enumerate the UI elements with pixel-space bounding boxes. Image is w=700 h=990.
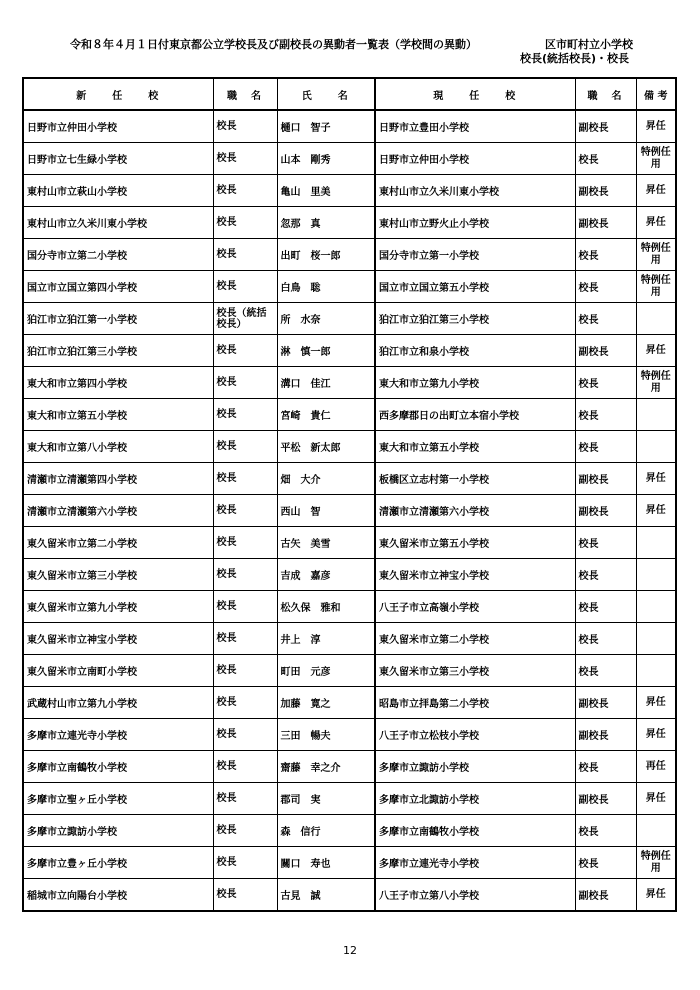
name-cell: 忽那 真 — [277, 207, 375, 239]
name-cell: 所 水奈 — [277, 303, 375, 335]
current-school-cell: 日野市立豊田小学校 — [375, 110, 575, 143]
table-row — [23, 303, 676, 335]
current-position-cell: 校長 — [575, 271, 636, 303]
table-row — [23, 399, 676, 431]
current-position-cell: 校長 — [575, 655, 636, 687]
table-row — [23, 271, 676, 303]
remarks-cell: 特例任用 — [636, 271, 676, 303]
new-position-cell: 校長 — [213, 751, 277, 783]
current-position-cell: 副校長 — [575, 335, 636, 367]
table-header-row — [23, 78, 676, 110]
remarks-cell: 特例任用 — [636, 239, 676, 271]
current-position-cell: 校長 — [575, 623, 636, 655]
new-school-cell: 東久留米市立第九小学校 — [23, 591, 213, 623]
new-school-cell: 多摩市立聖ヶ丘小学校 — [23, 783, 213, 815]
current-school-cell: 東久留米市立第三小学校 — [375, 655, 575, 687]
remarks-cell — [636, 431, 676, 463]
current-position-cell: 校長 — [575, 239, 636, 271]
remarks-cell — [636, 303, 676, 335]
current-position-cell: 副校長 — [575, 495, 636, 527]
document-title: 令和８年４月１日付東京都公立学校長及び副校長の異動者一覧表（学校間の異動） — [70, 38, 477, 51]
current-school-cell: 多摩市立南鶴牧小学校 — [375, 815, 575, 847]
current-position-cell: 校長 — [575, 303, 636, 335]
table-row — [23, 783, 676, 815]
current-school-cell: 清瀬市立清瀬第六小学校 — [375, 495, 575, 527]
remarks-cell: 昇任 — [636, 110, 676, 143]
new-position-cell: 校長 — [213, 719, 277, 751]
remarks-cell: 昇任 — [636, 783, 676, 815]
name-cell: 森 信行 — [277, 815, 375, 847]
new-position-cell: 校長（統括校長） — [213, 303, 277, 335]
new-school-cell: 東久留米市立第二小学校 — [23, 527, 213, 559]
name-cell: 關口 寿也 — [277, 847, 375, 879]
header-current-school: 現 任 校 — [375, 78, 575, 110]
name-cell: 白鳥 聡 — [277, 271, 375, 303]
current-school-cell: 昭島市立拝島第二小学校 — [375, 687, 575, 719]
remarks-cell: 特例任用 — [636, 143, 676, 175]
table-row — [23, 110, 676, 143]
name-cell: 樋口 智子 — [277, 110, 375, 143]
name-cell: 郡司 実 — [277, 783, 375, 815]
name-cell: 西山 智 — [277, 495, 375, 527]
current-position-cell: 副校長 — [575, 783, 636, 815]
remarks-cell: 昇任 — [636, 687, 676, 719]
new-position-cell: 校長 — [213, 847, 277, 879]
table-row — [23, 239, 676, 271]
current-school-cell: 東久留米市立神宝小学校 — [375, 559, 575, 591]
name-cell: 淋 慎一郎 — [277, 335, 375, 367]
page-number: 12 — [343, 944, 357, 957]
header-name: 氏 名 — [277, 78, 375, 110]
current-school-cell: 西多摩郡日の出町立本宿小学校 — [375, 399, 575, 431]
table-row — [23, 719, 676, 751]
new-school-cell: 多摩市立諏訪小学校 — [23, 815, 213, 847]
remarks-cell: 再任 — [636, 751, 676, 783]
table-row — [23, 815, 676, 847]
remarks-cell: 昇任 — [636, 463, 676, 495]
new-school-cell: 東久留米市立神宝小学校 — [23, 623, 213, 655]
current-position-cell: 副校長 — [575, 879, 636, 912]
current-school-cell: 多摩市立連光寺小学校 — [375, 847, 575, 879]
current-position-cell: 副校長 — [575, 463, 636, 495]
name-cell: 平松 新太郎 — [277, 431, 375, 463]
new-school-cell: 狛江市立狛江第三小学校 — [23, 335, 213, 367]
current-school-cell: 国分寺市立第一小学校 — [375, 239, 575, 271]
remarks-cell — [636, 623, 676, 655]
new-school-cell: 清瀬市立清瀬第六小学校 — [23, 495, 213, 527]
name-cell: 井上 淳 — [277, 623, 375, 655]
new-school-cell: 東大和市立第八小学校 — [23, 431, 213, 463]
name-cell: 松久保 雅和 — [277, 591, 375, 623]
new-position-cell: 校長 — [213, 110, 277, 143]
current-school-cell: 板橋区立志村第一小学校 — [375, 463, 575, 495]
current-school-cell: 八王子市立第八小学校 — [375, 879, 575, 912]
new-position-cell: 校長 — [213, 815, 277, 847]
new-school-cell: 狛江市立狛江第一小学校 — [23, 303, 213, 335]
table-row — [23, 463, 676, 495]
name-cell: 山本 剛秀 — [277, 143, 375, 175]
new-position-cell: 校長 — [213, 271, 277, 303]
current-position-cell: 校長 — [575, 367, 636, 399]
current-position-cell: 校長 — [575, 399, 636, 431]
new-school-cell: 東村山市立萩山小学校 — [23, 175, 213, 207]
new-position-cell: 校長 — [213, 879, 277, 912]
current-position-cell: 副校長 — [575, 110, 636, 143]
new-position-cell: 校長 — [213, 431, 277, 463]
current-school-cell: 多摩市立北諏訪小学校 — [375, 783, 575, 815]
remarks-cell — [636, 559, 676, 591]
current-school-cell: 東大和市立第五小学校 — [375, 431, 575, 463]
name-cell: 出町 桜一郎 — [277, 239, 375, 271]
new-position-cell: 校長 — [213, 655, 277, 687]
table-row — [23, 559, 676, 591]
remarks-cell: 特例任用 — [636, 847, 676, 879]
table-body — [23, 110, 676, 911]
current-school-cell: 東村山市立野火止小学校 — [375, 207, 575, 239]
new-position-cell: 校長 — [213, 367, 277, 399]
header-remarks: 備 考 — [636, 78, 676, 110]
remarks-cell — [636, 815, 676, 847]
new-school-cell: 国分寺市立第二小学校 — [23, 239, 213, 271]
current-position-cell: 校長 — [575, 143, 636, 175]
current-position-cell: 校長 — [575, 527, 636, 559]
table-row — [23, 143, 676, 175]
current-school-cell: 東大和市立第九小学校 — [375, 367, 575, 399]
name-cell: 古矢 美雪 — [277, 527, 375, 559]
current-school-cell: 東久留米市立第五小学校 — [375, 527, 575, 559]
name-cell: 町田 元彦 — [277, 655, 375, 687]
name-cell: 吉成 嘉彦 — [277, 559, 375, 591]
current-position-cell: 校長 — [575, 559, 636, 591]
current-position-cell: 副校長 — [575, 175, 636, 207]
new-school-cell: 東久留米市立南町小学校 — [23, 655, 213, 687]
table-row — [23, 687, 676, 719]
remarks-cell — [636, 399, 676, 431]
current-position-cell: 校長 — [575, 847, 636, 879]
current-position-cell: 副校長 — [575, 719, 636, 751]
new-position-cell: 校長 — [213, 623, 277, 655]
new-position-cell: 校長 — [213, 527, 277, 559]
current-position-cell: 校長 — [575, 751, 636, 783]
new-position-cell: 校長 — [213, 463, 277, 495]
current-school-cell: 東村山市立久米川東小学校 — [375, 175, 575, 207]
current-school-cell: 八王子市立高嶺小学校 — [375, 591, 575, 623]
table-row — [23, 175, 676, 207]
new-school-cell: 東村山市立久米川東小学校 — [23, 207, 213, 239]
remarks-cell: 昇任 — [636, 335, 676, 367]
name-cell: 宮崎 貴仁 — [277, 399, 375, 431]
new-school-cell: 稲城市立向陽台小学校 — [23, 879, 213, 912]
new-school-cell: 東大和市立第四小学校 — [23, 367, 213, 399]
table-row — [23, 335, 676, 367]
name-cell: 古見 誠 — [277, 879, 375, 912]
header-new-position: 職 名 — [213, 78, 277, 110]
remarks-cell: 昇任 — [636, 719, 676, 751]
table-row — [23, 879, 676, 912]
remarks-cell: 昇任 — [636, 495, 676, 527]
new-school-cell: 多摩市立南鶴牧小学校 — [23, 751, 213, 783]
table-row — [23, 495, 676, 527]
new-school-cell: 多摩市立豊ヶ丘小学校 — [23, 847, 213, 879]
current-school-cell: 国立市立国立第五小学校 — [375, 271, 575, 303]
current-school-cell: 東久留米市立第二小学校 — [375, 623, 575, 655]
new-position-cell: 校長 — [213, 335, 277, 367]
category-label: 区市町村立小学校 — [545, 38, 633, 51]
transfer-table — [22, 77, 677, 912]
name-cell: 畑 大介 — [277, 463, 375, 495]
current-position-cell: 校長 — [575, 815, 636, 847]
subcategory-label: 校長(統括校長)・校長 — [520, 52, 630, 65]
current-position-cell: 副校長 — [575, 687, 636, 719]
new-position-cell: 校長 — [213, 559, 277, 591]
new-position-cell: 校長 — [213, 591, 277, 623]
table-row — [23, 623, 676, 655]
remarks-cell — [636, 591, 676, 623]
remarks-cell: 昇任 — [636, 175, 676, 207]
new-position-cell: 校長 — [213, 175, 277, 207]
table-row — [23, 591, 676, 623]
current-school-cell: 狛江市立狛江第三小学校 — [375, 303, 575, 335]
table-row — [23, 655, 676, 687]
current-school-cell: 狛江市立和泉小学校 — [375, 335, 575, 367]
new-school-cell: 清瀬市立清瀬第四小学校 — [23, 463, 213, 495]
new-position-cell: 校長 — [213, 399, 277, 431]
table-row — [23, 751, 676, 783]
current-position-cell: 校長 — [575, 431, 636, 463]
header-current-position: 職 名 — [575, 78, 636, 110]
new-school-cell: 武蔵村山市立第九小学校 — [23, 687, 213, 719]
name-cell: 三田 暢夫 — [277, 719, 375, 751]
remarks-cell: 特例任用 — [636, 367, 676, 399]
new-school-cell: 日野市立仲田小学校 — [23, 110, 213, 143]
remarks-cell: 昇任 — [636, 207, 676, 239]
table-row — [23, 207, 676, 239]
new-position-cell: 校長 — [213, 495, 277, 527]
current-school-cell: 多摩市立諏訪小学校 — [375, 751, 575, 783]
table-row — [23, 431, 676, 463]
new-position-cell: 校長 — [213, 783, 277, 815]
new-position-cell: 校長 — [213, 143, 277, 175]
new-school-cell: 日野市立七生緑小学校 — [23, 143, 213, 175]
remarks-cell — [636, 655, 676, 687]
name-cell: 加藤 寛之 — [277, 687, 375, 719]
remarks-cell — [636, 527, 676, 559]
current-school-cell: 八王子市立松枝小学校 — [375, 719, 575, 751]
new-school-cell: 東久留米市立第三小学校 — [23, 559, 213, 591]
name-cell: 溝口 佳江 — [277, 367, 375, 399]
new-school-cell: 国立市立国立第四小学校 — [23, 271, 213, 303]
new-position-cell: 校長 — [213, 239, 277, 271]
table-row — [23, 527, 676, 559]
name-cell: 齋藤 幸之介 — [277, 751, 375, 783]
table-row — [23, 367, 676, 399]
header-new-school: 新 任 校 — [23, 78, 213, 110]
remarks-cell: 昇任 — [636, 879, 676, 912]
current-school-cell: 日野市立仲田小学校 — [375, 143, 575, 175]
new-school-cell: 東大和市立第五小学校 — [23, 399, 213, 431]
current-position-cell: 校長 — [575, 591, 636, 623]
table-row — [23, 847, 676, 879]
current-position-cell: 副校長 — [575, 207, 636, 239]
name-cell: 亀山 里美 — [277, 175, 375, 207]
new-position-cell: 校長 — [213, 207, 277, 239]
new-position-cell: 校長 — [213, 687, 277, 719]
new-school-cell: 多摩市立連光寺小学校 — [23, 719, 213, 751]
